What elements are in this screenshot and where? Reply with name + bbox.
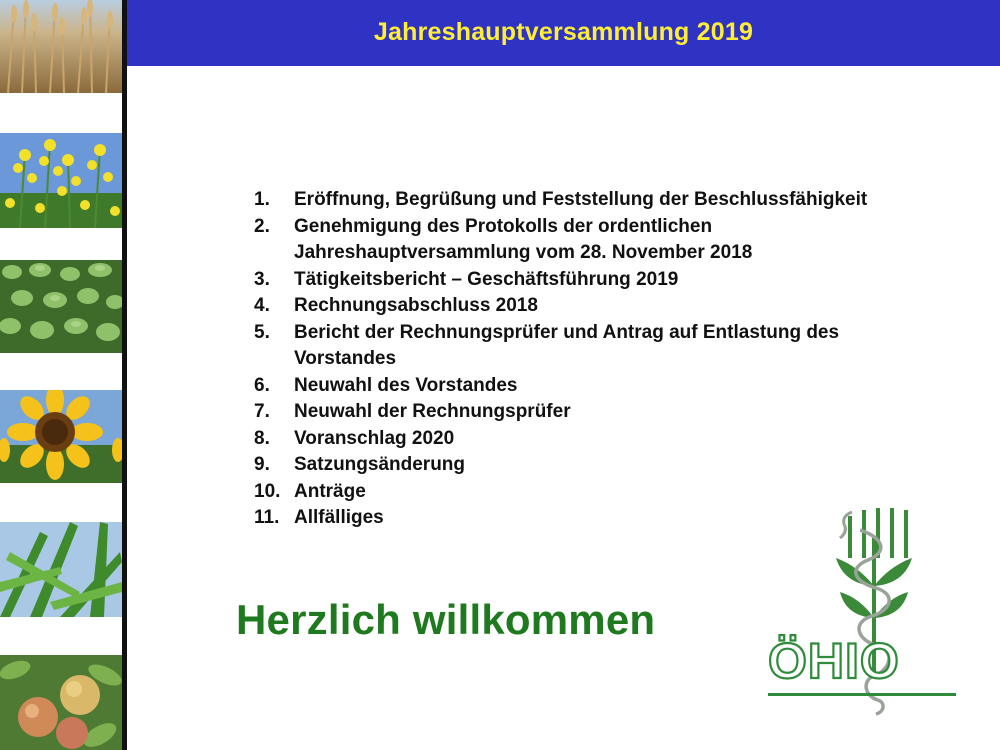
agenda-number: 1.: [254, 189, 270, 210]
agenda-item: [254, 293, 984, 320]
header-bar: [127, 0, 1000, 66]
agenda-text: Rechnungsabschluss 2018: [294, 295, 538, 316]
agenda-text: Bericht der Rechnungsprüfer und Antrag auf Entlastung des Vorstandes: [294, 321, 840, 369]
wheat-field-photo: [0, 0, 122, 93]
agenda-text: Neuwahl der Rechnungsprüfer: [294, 401, 571, 422]
apples-photo: [0, 655, 122, 750]
agenda-text: Allfälliges: [294, 507, 384, 528]
agenda-text: Satzungsänderung: [294, 454, 466, 475]
agenda-number: 4.: [254, 295, 270, 316]
agenda-number: 9.: [254, 454, 270, 475]
sunflower-photo: [0, 390, 122, 483]
agenda-number: 11.: [254, 507, 280, 528]
agenda-text: Eröffnung, Begrüßung und Feststellung der Beschlussfähigkeit: [294, 189, 868, 210]
slide-title: Jahreshauptversammlung 2019: [373, 17, 754, 46]
logo-text: ÖHIO: [768, 633, 900, 689]
agenda-number: 3.: [254, 268, 270, 290]
welcome-heading: Herzlich willkommen: [236, 596, 656, 643]
agenda-text: Anträge: [294, 480, 366, 502]
agenda-number: 8.: [254, 427, 270, 449]
agenda-text: Genehmigung des Protokolls der ordentlichen Jahreshauptversammlung vom 28. November 2018: [294, 215, 753, 263]
agenda-item: [254, 452, 984, 479]
agenda-number: 6.: [254, 374, 270, 396]
agenda-text: Neuwahl des Vorstandes: [294, 374, 518, 396]
agenda-item: [254, 426, 984, 453]
agenda-text: Tätigkeitsbericht – Geschäftsführung 2019: [294, 268, 679, 290]
beet-field-photo: [0, 260, 122, 353]
agenda-item: [254, 399, 984, 426]
agenda-number: 10.: [254, 480, 281, 502]
strip-border: [122, 0, 127, 750]
agenda-list: [254, 187, 984, 532]
rapeseed-photo: [0, 133, 122, 228]
agenda-text: Voranschlag 2020: [294, 427, 455, 449]
photo-strip: [0, 0, 122, 750]
agenda-number: 2.: [254, 215, 270, 237]
agenda-number: 5.: [254, 321, 270, 343]
agenda-item: [254, 320, 984, 373]
agenda-item: [254, 267, 984, 294]
corn-leaves-photo: [0, 522, 122, 617]
agenda-item: [254, 187, 984, 214]
agenda-number: 7.: [254, 401, 270, 422]
ohio-logo: [764, 500, 964, 725]
agenda-item: [254, 214, 984, 267]
agenda-item: [254, 373, 984, 400]
